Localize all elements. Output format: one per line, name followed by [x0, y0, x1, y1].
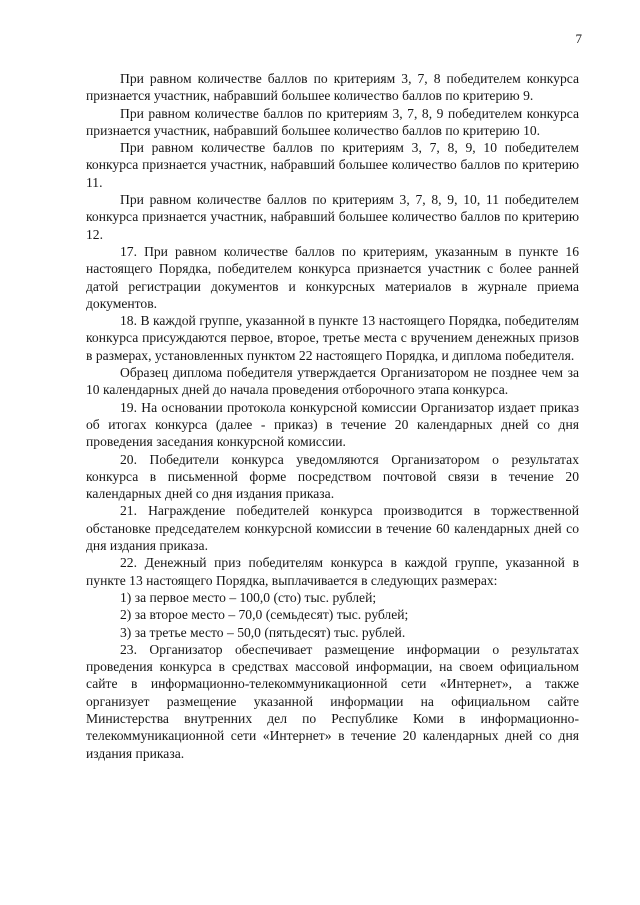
paragraph-21: 21. Награждение победителей конкурса производится в торжественной обстановке председателем конкурсной комиссии в течение 60 календарных дней со дня издания приказа. [86, 503, 579, 554]
paragraph-18: 18. В каждой группе, указанной в пункте 13 настоящего Порядка, победителям конкурса присуждаются первое, второе, третье места с вручением денежных призов в размерах, установленных пунктом 22 настоящего Порядка, и диплома победителя. [86, 313, 579, 363]
paragraph-diploma-sample: Образец диплома победителя утверждается Организатором не позднее чем за 10 календарных дней до начала проведения отборочного этапа конкурса. [86, 365, 579, 398]
prize-third-place: 3) за третье место – 50,0 (пятьдесят) тыс. рублей. [120, 624, 406, 640]
paragraph-criterion-11: При равном количестве баллов по критериям 3, 7, 8, 9, 10 победителем конкурса признается участник, набравший большее количество баллов по критерию 11. [86, 140, 579, 190]
paragraph-19: 19. На основании протокола конкурсной комиссии Организатор издает приказ об итогах конкурса (далее - приказ) в течение 20 календарных дней со дня проведения заседания конкурсной комиссии. [86, 399, 579, 450]
paragraph-criterion-9: При равном количестве баллов по критериям 3, 7, 8 победителем конкурса признается участник, набравший большее количество баллов по критерию 9. [86, 71, 579, 104]
prize-second-place: 2) за второе место – 70,0 (семьдесят) тыс. рублей; [120, 607, 409, 623]
paragraph-22: 22. Денежный приз победителям конкурса в каждой группе, указанной в пункте 13 настоящего Порядка, выплачивается в следующих размерах: [86, 555, 579, 588]
paragraph-20: 20. Победители конкурса уведомляются Организатором о результатах конкурса в письменной форме посредством почтовой связи в течение 20 календарных дней со дня издания приказа. [86, 451, 579, 502]
paragraph-23: 23. Организатор обеспечивает размещение информации о результатах проведения конкурса в средствах массовой информации, на своем официальном сайте в информационно-телекоммуникационной сети «Интернет», а также организует размещение указанной информации на официальном сайте Министерства внутренних дел по Республике Коми в информационно-телекоммуникационной сети «Интернет» в течение 20 календарных дней со дня издания приказа. [86, 641, 579, 761]
document-body [86, 70, 579, 762]
paragraph-criterion-12: При равном количестве баллов по критериям 3, 7, 8, 9, 10, 11 победителем конкурса признается участник, набравший большее количество баллов по критерию 12. [86, 192, 579, 242]
page-number: 7 [575, 31, 582, 46]
paragraph-17: 17. При равном количестве баллов по критериям, указанным в пункте 16 настоящего Порядка, победителем конкурса признается участник с более ранней датой регистрации документов и конкурсных материалов в журнале приема документов. [86, 243, 579, 311]
prize-first-place: 1) за первое место – 100,0 (сто) тыс. рублей; [120, 589, 377, 605]
paragraph-criterion-10: При равном количестве баллов по критериям 3, 7, 8, 9 победителем конкурса признается участник, набравший большее количество баллов по критерию 10. [86, 105, 579, 138]
